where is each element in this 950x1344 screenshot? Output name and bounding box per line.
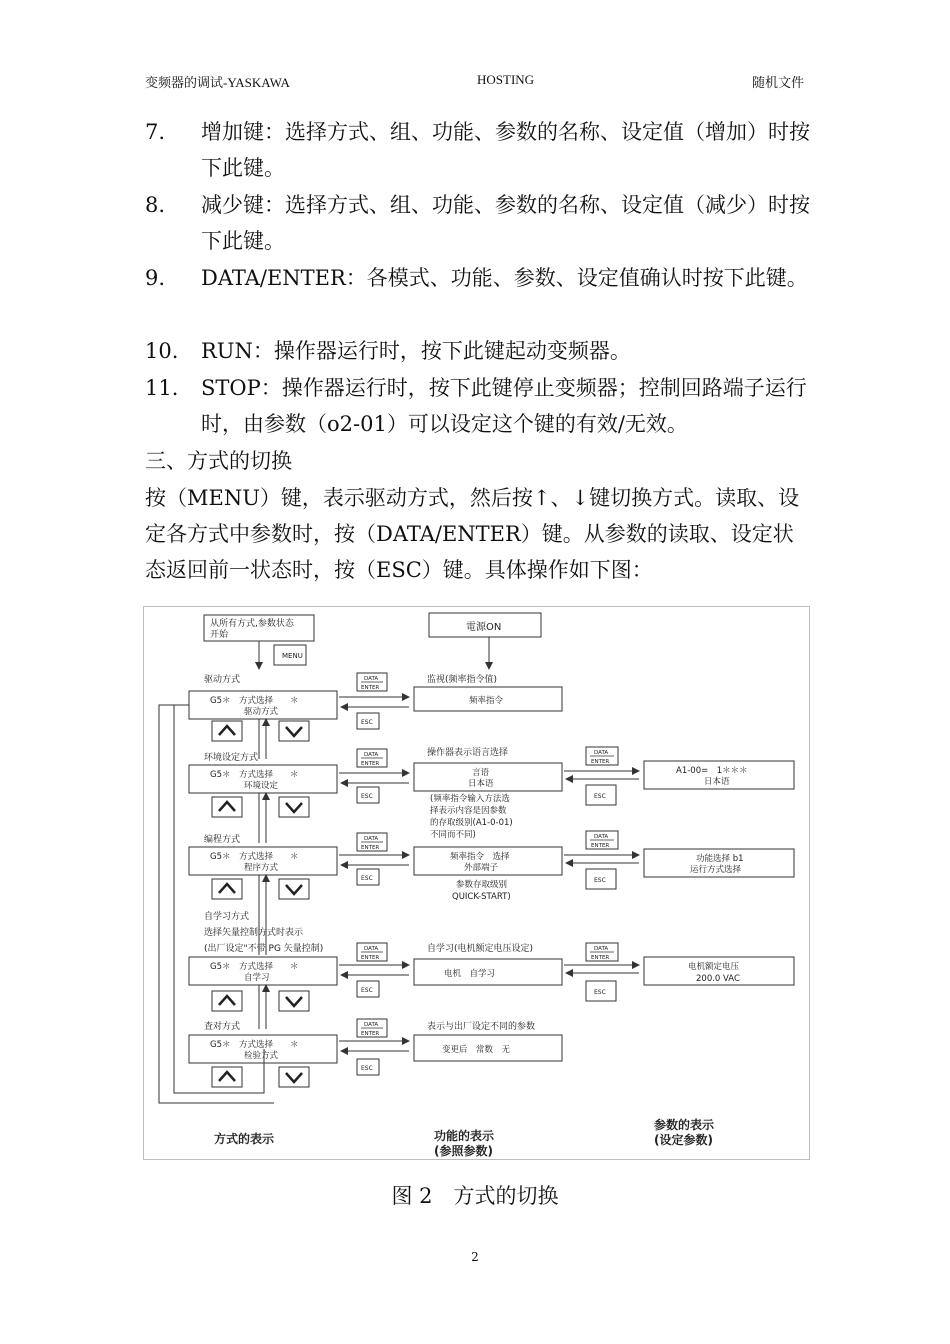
prog-lcd-1: 频率指令 选择 (450, 852, 510, 862)
svg-text:频率指令: 频率指令 (469, 696, 504, 706)
param-lcd-1: 电机额定电压 (688, 962, 740, 972)
svg-text:G5＊ 方式选择 ＊: G5＊ 方式选择 ＊ (210, 1040, 299, 1050)
svg-text:环境设定: 环境设定 (244, 781, 279, 791)
up-key (212, 721, 242, 741)
svg-text:DATA: DATA (594, 834, 609, 840)
bottom-label-param-2: (设定参数) (654, 1133, 713, 1147)
svg-text:ENTER: ENTER (361, 955, 380, 961)
down-key (279, 1067, 309, 1087)
svg-text:监视(频率指令值): 监视(频率指令值) (427, 675, 498, 685)
down-arrow-icon (286, 885, 302, 894)
header-left: 变频器的调试-YASKAWA (145, 75, 290, 90)
svg-text:自学习: 自学习 (244, 973, 270, 983)
svg-text:ENTER: ENTER (591, 759, 610, 765)
svg-text:电机 自学习: 电机 自学习 (444, 969, 496, 979)
down-key (279, 991, 309, 1011)
svg-text:DATA: DATA (364, 836, 379, 842)
param-lcd-1: A1-00= 1＊＊＊ (676, 766, 748, 776)
down-arrow-icon (286, 1073, 302, 1082)
svg-text:自学习(电机额定电压设定): 自学习(电机额定电压设定) (427, 944, 534, 954)
mode-row-drive (189, 673, 562, 759)
svg-text:(频率指令输入方法选: (频率指令输入方法选 (430, 794, 510, 804)
up-arrow-icon (219, 802, 235, 811)
bottom-label-func-2: (参照参数) (434, 1144, 493, 1158)
item-number: 10. (145, 339, 179, 363)
svg-text:DATA: DATA (364, 676, 379, 682)
svg-text:选择矢量控制方式时表示: 选择矢量控制方式时表示 (204, 928, 304, 938)
up-key (212, 991, 242, 1011)
down-arrow-icon (286, 727, 302, 736)
svg-text:检验方式: 检验方式 (244, 1051, 279, 1061)
item-number: 7. (145, 120, 166, 144)
item-number: 9. (145, 266, 166, 290)
start-label-2: 开始 (210, 630, 229, 640)
mode-title: 驱动方式 (204, 675, 241, 685)
header-center: HOSTING (477, 72, 535, 87)
prog-lcd-2: 外部端子 (464, 863, 499, 873)
mode-row-environment (189, 746, 794, 843)
item-number: 11. (145, 376, 179, 400)
up-arrow-icon (219, 1072, 235, 1081)
svg-text:变更后 常数 无: 变更后 常数 无 (442, 1045, 511, 1055)
svg-text:择表示内容是因参数: 择表示内容是因参数 (430, 806, 507, 816)
svg-text:不同而不同): 不同而不同) (430, 830, 476, 840)
down-arrow-icon (286, 997, 302, 1006)
up-arrow-icon (219, 996, 235, 1005)
svg-text:操作器表示语言选择: 操作器表示语言选择 (427, 748, 509, 758)
down-key (279, 879, 309, 899)
svg-text:(出厂设定"不带 PG 矢量控制): (出厂设定"不带 PG 矢量控制) (204, 944, 324, 954)
item-text: DATA/ENTER：各模式、功能、参数、设定值确认时按下此键。 (201, 266, 808, 290)
section-title: 三、方式的切换 (145, 449, 292, 473)
svg-text:ESC: ESC (361, 875, 373, 882)
svg-text:ESC: ESC (361, 987, 373, 994)
up-arrow-icon (219, 726, 235, 735)
start-label-1: 从所有方式,参数状态 (210, 619, 294, 629)
mode-row-autotune (189, 910, 794, 1029)
svg-text:ESC: ESC (361, 719, 373, 726)
svg-text:的存取级别(A1-0-01): 的存取级别(A1-0-01) (430, 818, 513, 828)
param-lcd-2: 200.0 VAC (696, 974, 740, 984)
svg-text:DATA: DATA (364, 752, 379, 758)
svg-text:ESC: ESC (361, 1065, 373, 1072)
header-right: 随机文件 (751, 75, 804, 90)
up-key (212, 879, 242, 899)
svg-text:G5＊ 方式选择 ＊: G5＊ 方式选择 ＊ (210, 696, 299, 706)
up-key (212, 1067, 242, 1087)
svg-text:DATA: DATA (594, 750, 609, 756)
up-arrow-icon (219, 884, 235, 893)
svg-text:程序方式: 程序方式 (244, 863, 279, 873)
svg-text:ESC: ESC (361, 793, 373, 800)
mode-switching-figure (143, 606, 810, 1160)
svg-text:表示与出厂设定不同的参数: 表示与出厂设定不同的参数 (427, 1022, 536, 1032)
svg-text:ESC: ESC (594, 877, 606, 884)
svg-text:编程方式: 编程方式 (204, 835, 241, 845)
bottom-label-param-1: 参数的表示 (654, 1118, 715, 1132)
figure-diagram (144, 607, 809, 1159)
item-text: 增加键：选择方式、组、功能、参数的名称、设定值（增加）时按下此键。 (201, 120, 810, 180)
svg-text:ENTER: ENTER (591, 955, 610, 961)
svg-text:ESC: ESC (594, 989, 606, 996)
lang-lcd-1: 言语 (472, 768, 490, 778)
up-key (212, 797, 242, 817)
svg-text:G5＊ 方式选择 ＊: G5＊ 方式选择 ＊ (210, 770, 299, 780)
svg-text:DATA: DATA (364, 946, 379, 952)
power-on-label: 電源ON (466, 622, 502, 633)
svg-text:驱动方式: 驱动方式 (244, 707, 279, 717)
svg-text:G5＊ 方式选择 ＊: G5＊ 方式选择 ＊ (210, 852, 299, 862)
menu-key-label: MENU (282, 652, 303, 660)
svg-text:ENTER: ENTER (361, 1031, 380, 1037)
param-lcd-2: 运行方式选择 (690, 865, 742, 875)
svg-text:ENTER: ENTER (361, 845, 380, 851)
item-text: RUN：操作器运行时，按下此键起动变频器。 (201, 339, 631, 363)
svg-text:DATA: DATA (594, 946, 609, 952)
figure-caption: 图 2 方式的切换 (391, 1184, 559, 1208)
param-lcd-2: 日本语 (704, 777, 730, 787)
param-lcd-1: 功能选择 b1 (696, 854, 744, 864)
svg-text:ENTER: ENTER (361, 761, 380, 767)
svg-text:自学习方式: 自学习方式 (204, 912, 250, 922)
svg-text:査对方式: 査对方式 (204, 1022, 241, 1032)
svg-text:参数存取级别: 参数存取级别 (456, 880, 508, 890)
bottom-label-mode: 方式的表示 (214, 1132, 275, 1146)
svg-text:ENTER: ENTER (361, 685, 380, 691)
item-text: 减少键：选择方式、组、功能、参数的名称、设定值（减少）时按下此键。 (201, 193, 810, 253)
item-number: 8. (145, 193, 166, 217)
page-number: 2 (471, 1250, 479, 1264)
svg-text:环境设定方式: 环境设定方式 (204, 753, 259, 763)
svg-text:ESC: ESC (594, 793, 606, 800)
item-text: STOP：操作器运行时，按下此键停止变频器；控制回路端子运行时，由参数（o2-01）可以设定这个键的有效/无效。 (201, 376, 807, 436)
bottom-label-func-1: 功能的表示 (434, 1129, 495, 1143)
lang-lcd-2: 日本语 (468, 779, 494, 789)
body-paragraph: 按（MENU）键，表示驱动方式，然后按↑、↓键切换方式。读取、设定各方式中参数时，按（DATA/ENTER）键。从参数的读取、设定状态返回前一状态时，按（ESC）键。具体操作如下图： (145, 486, 800, 582)
down-key (279, 721, 309, 741)
svg-text:DATA: DATA (364, 1022, 379, 1028)
svg-text:ENTER: ENTER (591, 843, 610, 849)
down-key (279, 797, 309, 817)
svg-text:G5＊ 方式选择 ＊: G5＊ 方式选择 ＊ (210, 962, 299, 972)
svg-text:QUICK-START): QUICK-START) (452, 892, 511, 902)
down-arrow-icon (286, 803, 302, 812)
mode-row-verify (189, 1019, 562, 1087)
